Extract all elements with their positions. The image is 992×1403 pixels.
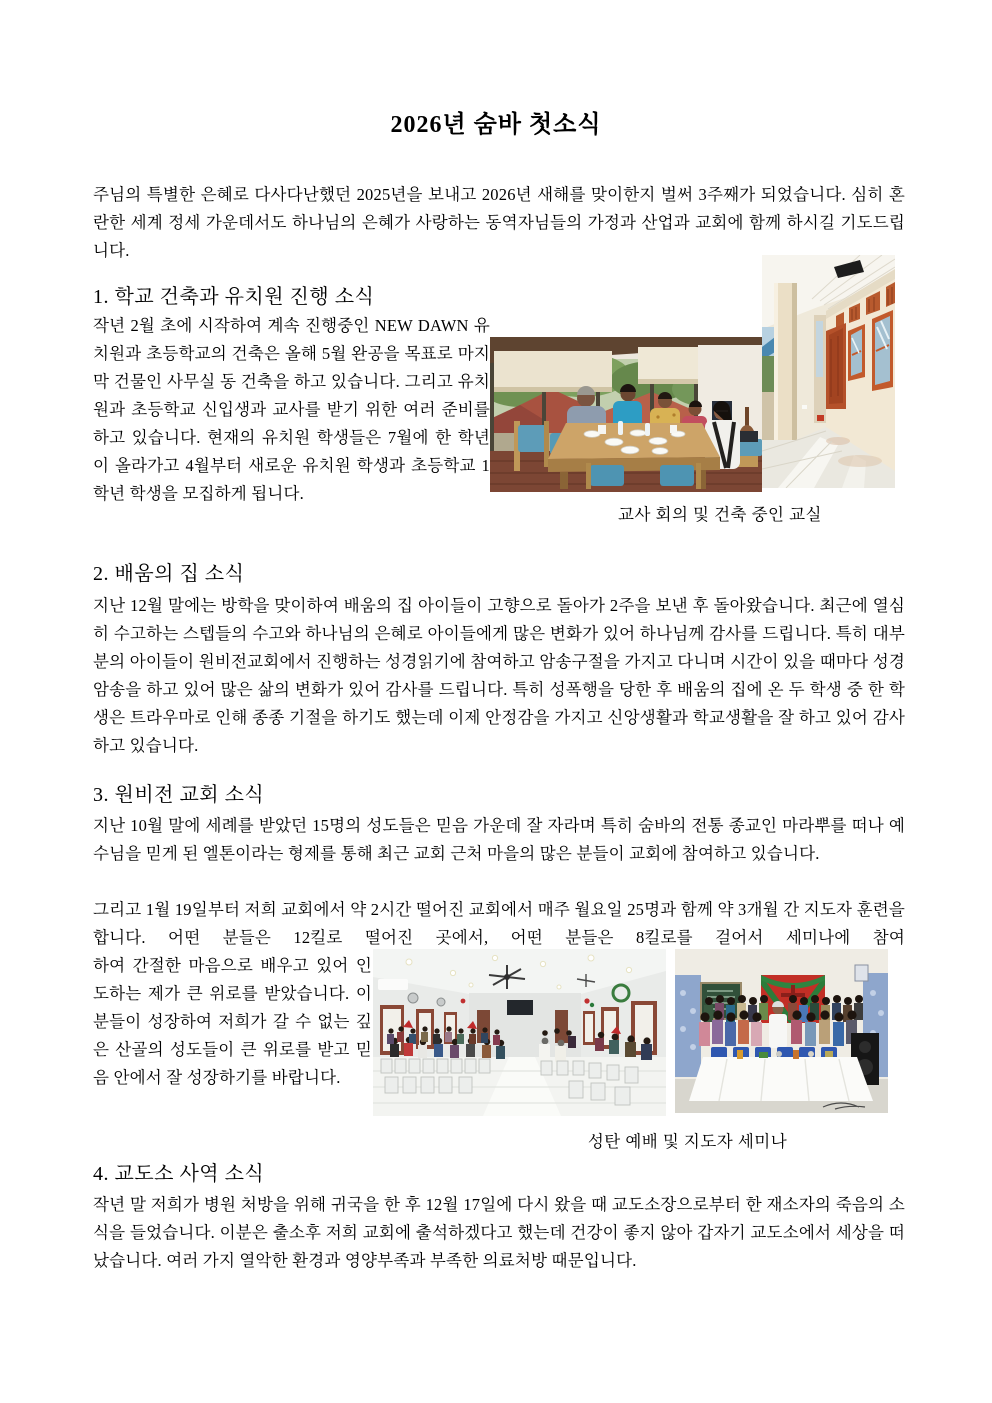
section-2-heading: 2. 배움의 집 소식: [93, 563, 245, 585]
section-4-heading: 4. 교도소 사역 소식: [93, 1163, 265, 1185]
bottle: [645, 423, 650, 436]
section-3-para-1: 지난 10월 말에 세례를 받았던 15명의 성도들은 믿음 가운데 잘 자라며 특히 숨바의 전통 종교인 마라뿌를 떠나 예수님을 믿게 된 엘톤이라는 형제를 통해 최근 교회 근처 마을의 많은 분들이 교회에 참여하고 있습니다.: [93, 816, 905, 863]
red-object: [817, 415, 824, 421]
blue-panel-left: [675, 975, 701, 1077]
church-illustration: [373, 949, 666, 1116]
picture-frame: [855, 965, 868, 981]
ac-unit: [378, 979, 408, 990]
bottle: [618, 421, 623, 435]
photo-leader-seminar: [675, 949, 888, 1113]
white-shirt-man: [539, 1044, 550, 1060]
section-1-body: 작년 2월 초에 시작하여 계속 진행중인 NEW DAWN 유치원과 초등학교의 건축은 올해 5월 완공을 목표로 마지막 건물인 사무실 동 건축을 하고 있습니다. 그리고 유치원과 초등학교 신입생과 교사를 받기 위한 여러 준비를 하고 있습니다. 현재의 유치원 학생들은 7월에 한 학년이 올라가고 4월부터 새로운 유치원 학생과 초등학교 1학년 학생을 모집하게 됩니다.: [93, 316, 490, 503]
back-door: [555, 1010, 568, 1043]
table: [689, 1057, 873, 1101]
section-3-para-2-continued: 하여 간절한 마음으로 배우고 있어 인도하는 제가 큰 위로를 받았습니다. 이분들이 성장하여 저희가 갈 수 없는 깊은 산골의 성도들이 큰 위로를 받고 믿음 안에서 잘 성장하기를 바랍니다.: [93, 956, 372, 1087]
intro-paragraph: 주님의 특별한 은혜로 다사다난했던 2025년을 보내고 2026년 새해를 맞이한지 벌써 3주째가 되었습니다. 심히 혼란한 세계 정세 가운데서도 하나님의 은혜가 사랑하는 동역자님들의 가정과 산업과 교회에 함께 하시길 기도드립니다.: [93, 185, 905, 260]
section-4-body: 작년 말 저희가 병원 처방을 위해 귀국을 한 후 12월 17일에 다시 왔을 때 교도소장으로부터 한 재소자의 죽음의 소식을 들었습니다. 이분은 출소후 저희 교회에 출석하겠다고 했는데 건강이 좋지 않아 갑자기 교도소에서 세상을 떠났습니다. 여러 가지 열악한 환경과 영양부족과 부족한 의료처방 때문입니다.: [93, 1195, 905, 1270]
photo-teacher-meeting: [490, 337, 762, 492]
photo-christmas-service: [373, 949, 666, 1116]
door: [826, 323, 846, 409]
section-1-heading: 1. 학교 건축과 유치원 진행 소식: [93, 286, 375, 308]
roller-blind: [494, 351, 612, 391]
corridor-illustration: [762, 255, 895, 488]
photo-classroom-corridor: [762, 255, 895, 488]
section-3-para-2: 그리고 1월 19일부터 저희 교회에서 약 2시간 떨어진 교회에서 매주 월요일 25명과 함께 약 3개월 간 지도자 훈련을 합니다. 어떤 분들은 12킬로 떨어진 곳에서, 어떤 분들은 8킬로를 걸어서 세미나에 참여: [93, 900, 905, 947]
meeting-illustration: [490, 337, 762, 492]
section-2-body: 지난 12월 말에는 방학을 맞이하여 배움의 집 아이들이 고향으로 돌아가 2주을 보낸 후 돌아왔습니다. 최근에 열심히 수고하는 스텝들의 수고와 하나님의 은혜로 아이들에게 많은 변화가 있어 하나님께 감사를 드립니다. 특히 대부분의 아이들이 원비전교회에서 진행하는 성경읽기에 참여하고 암송구절을 가지고 다니며 시간이 있을 때마다 성경암송을 하고 있어 많은 삶의 변화가 있어 감사를 드립니다. 특히 성폭행을 당한 후 배움의 집에 온 두 학생 중 한 학생은 트라우마로 인해 종종 기절을 하기도 했는데 이제 안정감을 가지고 신앙생활과 학교생활을 잘 하고 있어 감사하고 있습니다.: [93, 596, 905, 755]
chair-front: [590, 465, 624, 486]
wall-fan: [408, 993, 418, 1003]
chair-front: [660, 465, 694, 486]
balloon: [584, 998, 589, 1003]
photo-caption-church: 성탄 예배 및 지도자 세미나: [587, 1132, 788, 1151]
photo-caption-school: 교사 회의 및 건축 중인 교실: [618, 505, 822, 524]
section-3-heading: 3. 원비전 교회 소식: [93, 784, 265, 806]
seminar-illustration: [675, 949, 888, 1113]
doc-title: 2026년 숨바 첫소식: [390, 112, 602, 138]
screen: [507, 1000, 533, 1015]
wall-fan: [437, 998, 445, 1006]
white-shirt-man: [555, 1046, 566, 1062]
cup: [598, 425, 606, 434]
